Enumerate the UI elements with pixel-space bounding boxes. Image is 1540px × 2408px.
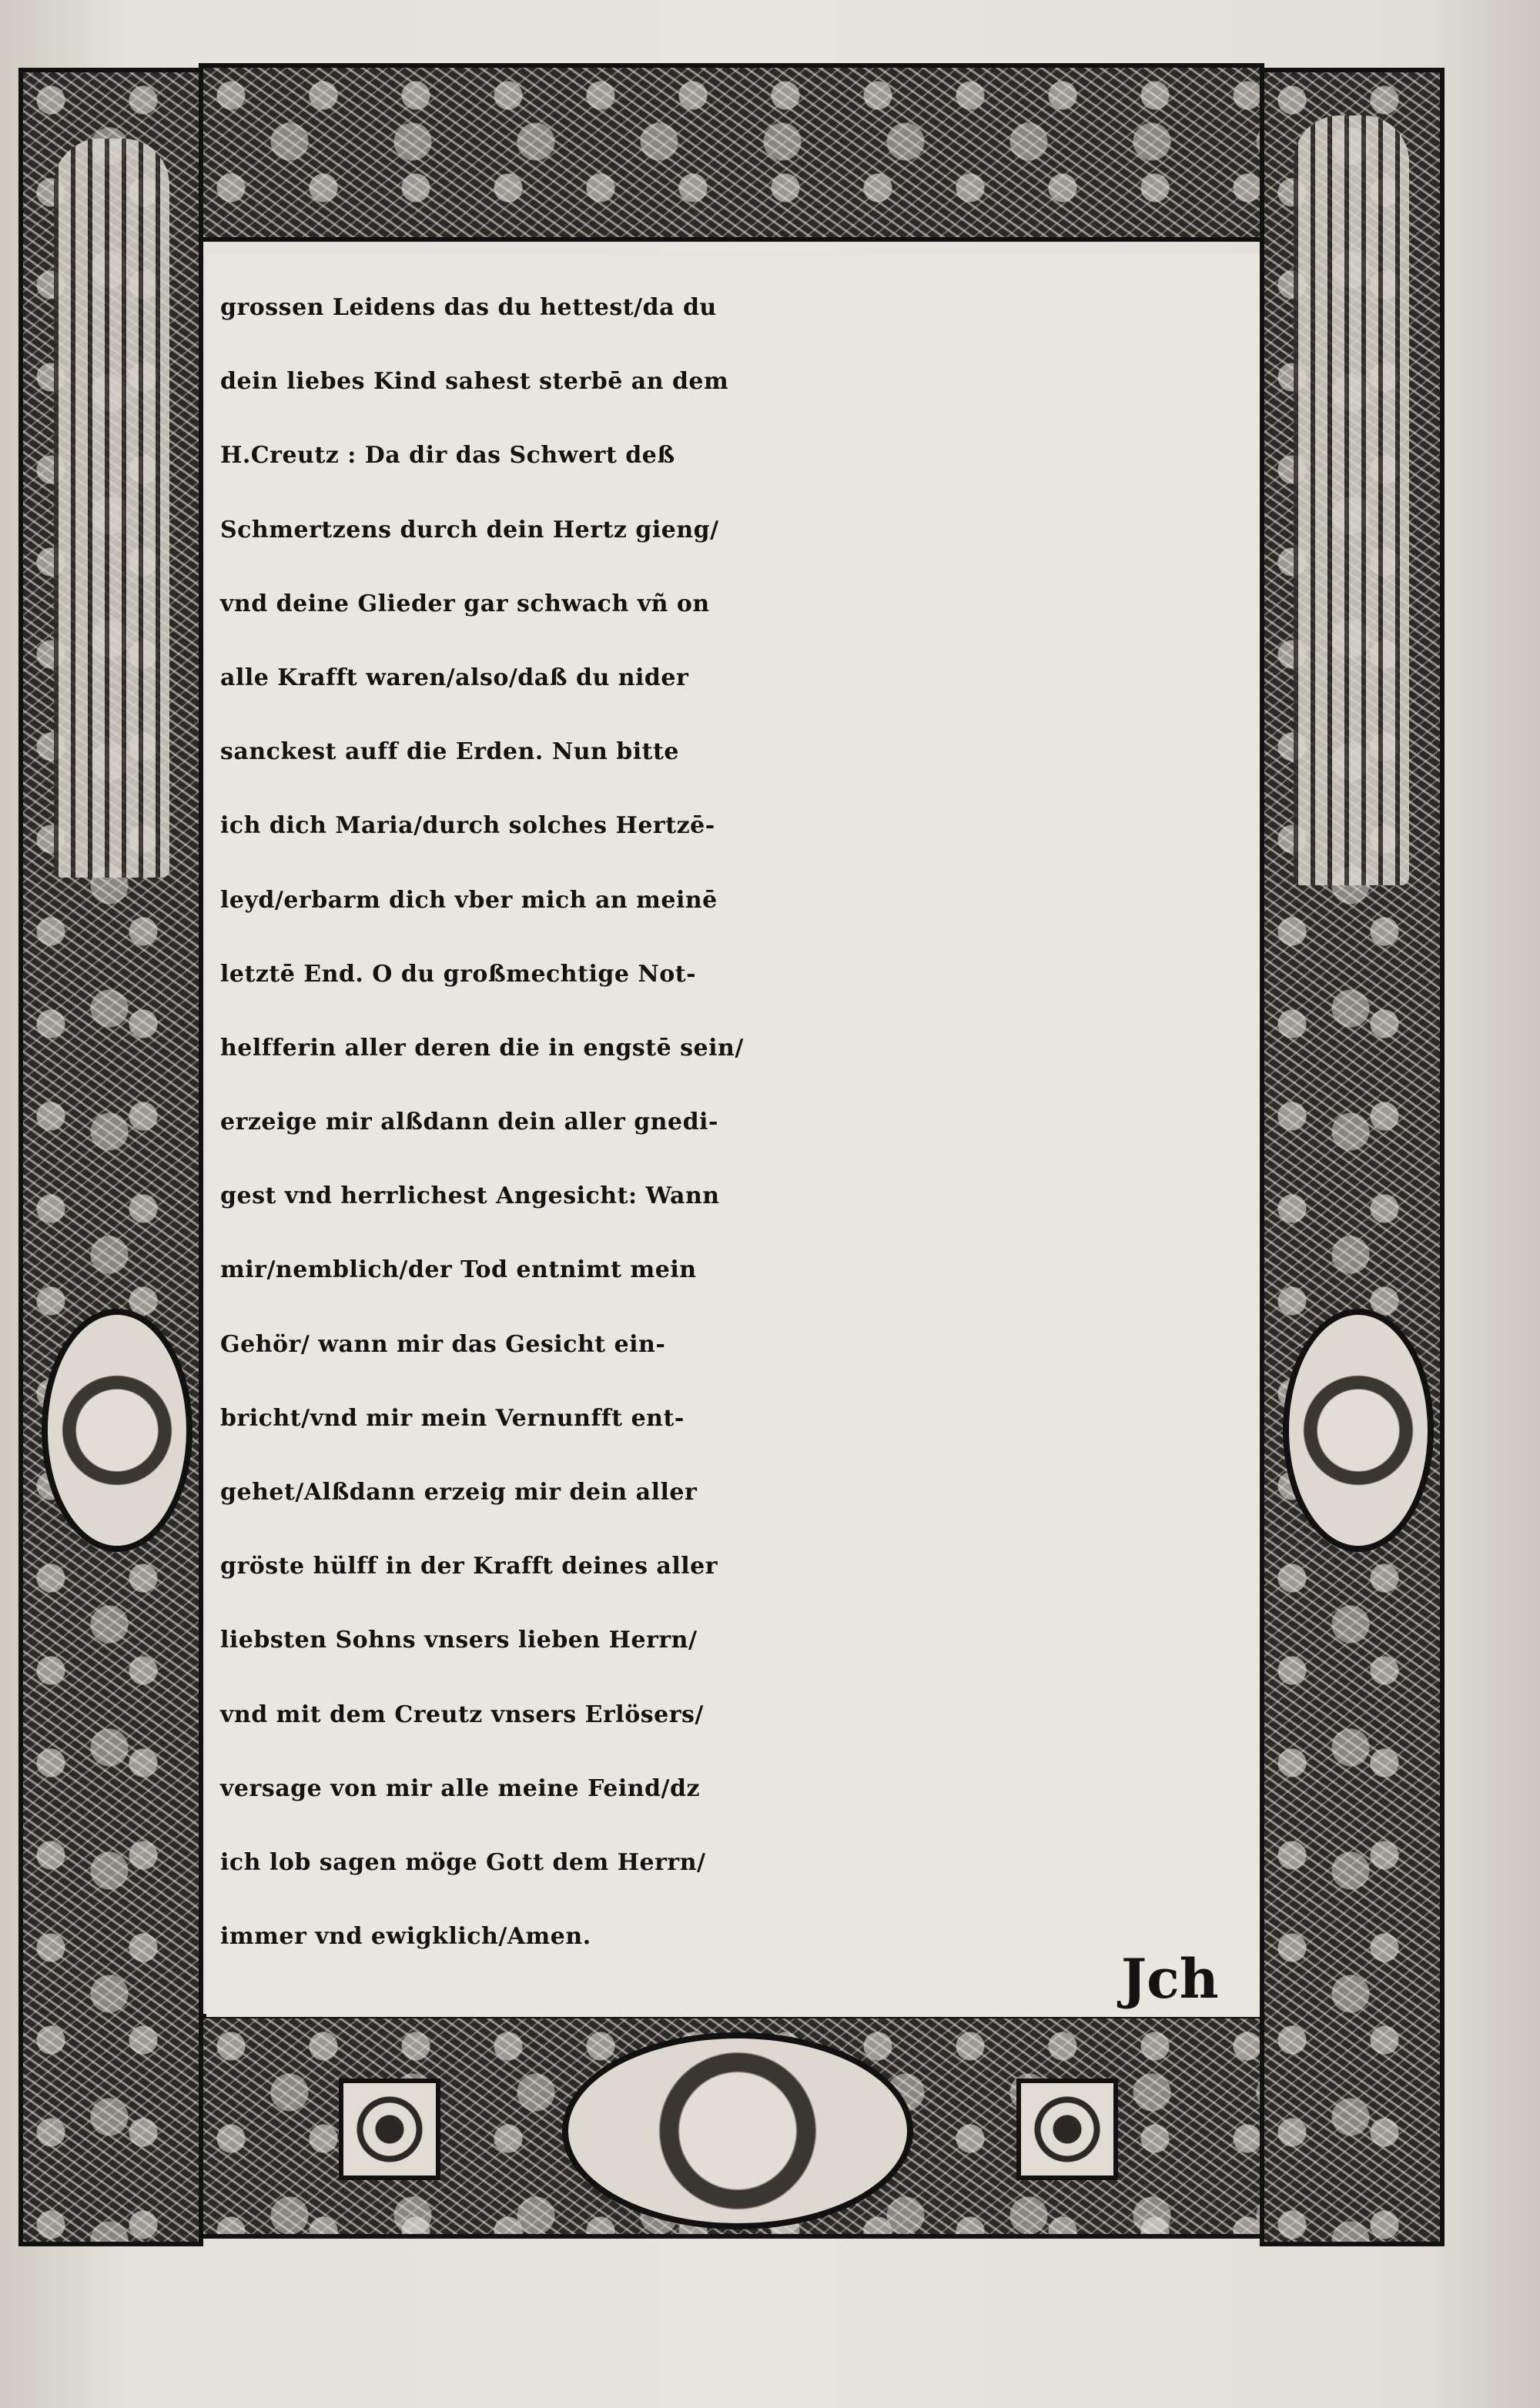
text-line: Gehör/ wann mir das Gesicht ein- <box>220 1330 666 1358</box>
rosette-ornament-right <box>1016 2079 1118 2180</box>
text-line: H.Creutz : Da dir das Schwert deß <box>220 442 675 470</box>
text-line: ich lob sagen möge Gott dem Herrn/ <box>220 1848 706 1876</box>
ornament-medallion-bottom <box>562 2032 913 2229</box>
text-line: alle Krafft waren/also/daß du nider <box>220 664 689 691</box>
text-line: grossen Leidens das du hettest/da du <box>220 294 717 321</box>
woodcut-figure-left <box>54 139 169 878</box>
text-line: vnd deine Glieder gar schwach vñ on <box>220 590 710 617</box>
text-line: mir/nemblich/der Tod entnimt mein <box>220 1256 697 1284</box>
text-line: vnd mit dem Creutz vnsers Erlösers/ <box>220 1701 704 1728</box>
text-line: Schmertzens durch dein Hertz gieng/ <box>220 516 719 543</box>
ornament-medallion-right <box>1283 1309 1434 1552</box>
text-line: dein liebes Kind sahest sterbē an dem <box>220 368 729 396</box>
woodcut-border-top <box>199 63 1264 242</box>
rosette-ornament-left <box>339 2079 440 2180</box>
text-line: sanckest auff die Erden. Nun bitte <box>220 738 679 766</box>
text-line: versage von mir alle meine Feind/dz <box>220 1774 700 1802</box>
prayer-text <box>220 271 1260 1974</box>
ornament-medallion-left <box>42 1309 192 1552</box>
woodcut-figure-right <box>1294 115 1409 885</box>
catchword: Jch <box>1121 1947 1219 2011</box>
text-line: leyd/erbarm dich vber mich an meinē <box>220 886 718 914</box>
text-line: ich dich Maria/durch solches Hertzē- <box>220 812 715 840</box>
text-line: liebsten Sohns vnsers lieben Herrn/ <box>220 1627 698 1654</box>
text-line: helfferin aller deren die in engstē sein/ <box>220 1034 744 1062</box>
text-line: gehet/Alßdann erzeig mir dein aller <box>220 1479 698 1506</box>
text-line: gröste hülff in der Krafft deines aller <box>220 1553 718 1580</box>
text-line: letztē End. O du großmechtige Not- <box>220 960 697 988</box>
text-line: gest vnd herrlichest Angesicht: Wann <box>220 1182 720 1210</box>
text-line: erzeige mir alßdann dein aller gnedi- <box>220 1109 718 1136</box>
text-line: immer vnd ewigklich/Amen. <box>220 1923 591 1951</box>
text-line: bricht/vnd mir mein Vernunfft ent- <box>220 1404 685 1432</box>
